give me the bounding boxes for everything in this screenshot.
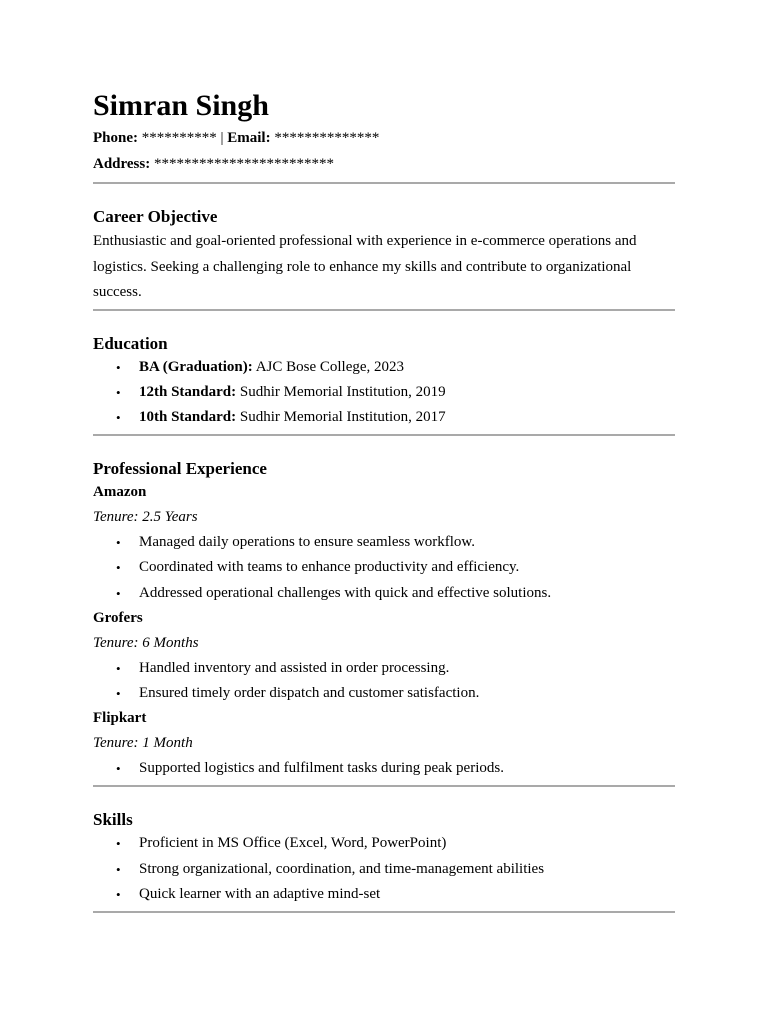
experience-item bbox=[93, 756, 675, 781]
education-value: Sudhir Memorial Institution, 2019 bbox=[239, 383, 446, 400]
phone-value: ********** bbox=[141, 130, 217, 146]
company-name: Flipkart bbox=[93, 710, 147, 727]
bullet-icon: • bbox=[116, 585, 121, 601]
experience-text: Ensured timely order dispatch and customer satisfaction. bbox=[139, 684, 480, 701]
contact-separator: | bbox=[220, 130, 224, 146]
experience-list bbox=[93, 530, 675, 606]
education-label: 12th Standard: bbox=[139, 383, 237, 400]
experience-item bbox=[93, 656, 675, 681]
bullet-icon: • bbox=[116, 886, 121, 902]
career-objective-title: Career Objective bbox=[93, 207, 218, 226]
experience-title: Professional Experience bbox=[93, 459, 267, 479]
bullet-icon: • bbox=[116, 861, 121, 877]
skill-item bbox=[93, 882, 675, 907]
skill-text: Strong organizational, coordination, and time-management abilities bbox=[139, 860, 545, 877]
skill-text: Quick learner with an adaptive mind-set bbox=[139, 885, 381, 902]
divider bbox=[93, 309, 675, 311]
experience-item bbox=[93, 555, 675, 580]
career-objective-text: Enthusiastic and goal-oriented professional with experience in e-commerce operations and logistics. Seeking a challenging role to enhance my skills and contribute to organizational success. bbox=[93, 233, 637, 300]
bullet-icon: • bbox=[116, 409, 121, 425]
tenure: Tenure: 6 Months bbox=[93, 634, 199, 651]
address-line bbox=[93, 151, 675, 177]
email-value: ************** bbox=[274, 130, 380, 146]
divider bbox=[93, 911, 675, 913]
divider bbox=[93, 785, 675, 787]
bullet-icon: • bbox=[116, 535, 121, 551]
bullet-icon: • bbox=[116, 560, 121, 576]
bullet-icon: • bbox=[116, 836, 121, 852]
divider bbox=[93, 434, 675, 436]
education-item bbox=[93, 355, 675, 380]
experience-text: Managed daily operations to ensure seamless workflow. bbox=[139, 534, 476, 551]
education-value: Sudhir Memorial Institution, 2017 bbox=[239, 408, 446, 425]
skills-list bbox=[93, 831, 675, 907]
bullet-icon: • bbox=[116, 384, 121, 400]
skills-title: Skills bbox=[93, 810, 133, 830]
education-title: Education bbox=[93, 333, 168, 353]
tenure: Tenure: 2.5 Years bbox=[93, 509, 198, 526]
education-item bbox=[93, 380, 675, 405]
experience-text: Coordinated with teams to enhance productivity and efficiency. bbox=[139, 559, 520, 576]
experience-item bbox=[93, 581, 675, 606]
experience-text: Supported logistics and fulfilment tasks during peak periods. bbox=[139, 760, 504, 777]
experience-text: Handled inventory and assisted in order processing. bbox=[139, 659, 450, 676]
education-list bbox=[93, 355, 675, 431]
address-value: ************************ bbox=[153, 156, 334, 172]
company-name: Amazon bbox=[93, 484, 147, 501]
contact-line bbox=[93, 125, 675, 151]
education-value: AJC Bose College, 2023 bbox=[255, 358, 405, 375]
company-name: Grofers bbox=[93, 609, 143, 626]
skill-text: Proficient in MS Office (Excel, Word, PowerPoint) bbox=[139, 835, 447, 852]
skill-item bbox=[93, 857, 675, 882]
skill-item bbox=[93, 831, 675, 856]
education-item bbox=[93, 405, 675, 430]
experience-item bbox=[93, 681, 675, 706]
education-label: BA (Graduation): bbox=[139, 358, 253, 375]
experience-text: Addressed operational challenges with quick and effective solutions. bbox=[139, 584, 552, 601]
email-label: Email: bbox=[227, 130, 271, 146]
experience-item bbox=[93, 530, 675, 555]
candidate-name: Simran Singh bbox=[93, 89, 269, 122]
bullet-icon: • bbox=[116, 660, 121, 676]
resume-content bbox=[93, 88, 675, 913]
experience-list bbox=[93, 656, 675, 706]
tenure: Tenure: 1 Month bbox=[93, 735, 193, 752]
experience-list bbox=[93, 756, 675, 781]
divider bbox=[93, 182, 675, 184]
phone-label: Phone: bbox=[93, 130, 138, 146]
bullet-icon: • bbox=[116, 761, 121, 777]
education-label: 10th Standard: bbox=[139, 408, 237, 425]
bullet-icon: • bbox=[116, 685, 121, 701]
address-label: Address: bbox=[93, 156, 151, 172]
bullet-icon: • bbox=[116, 359, 121, 375]
